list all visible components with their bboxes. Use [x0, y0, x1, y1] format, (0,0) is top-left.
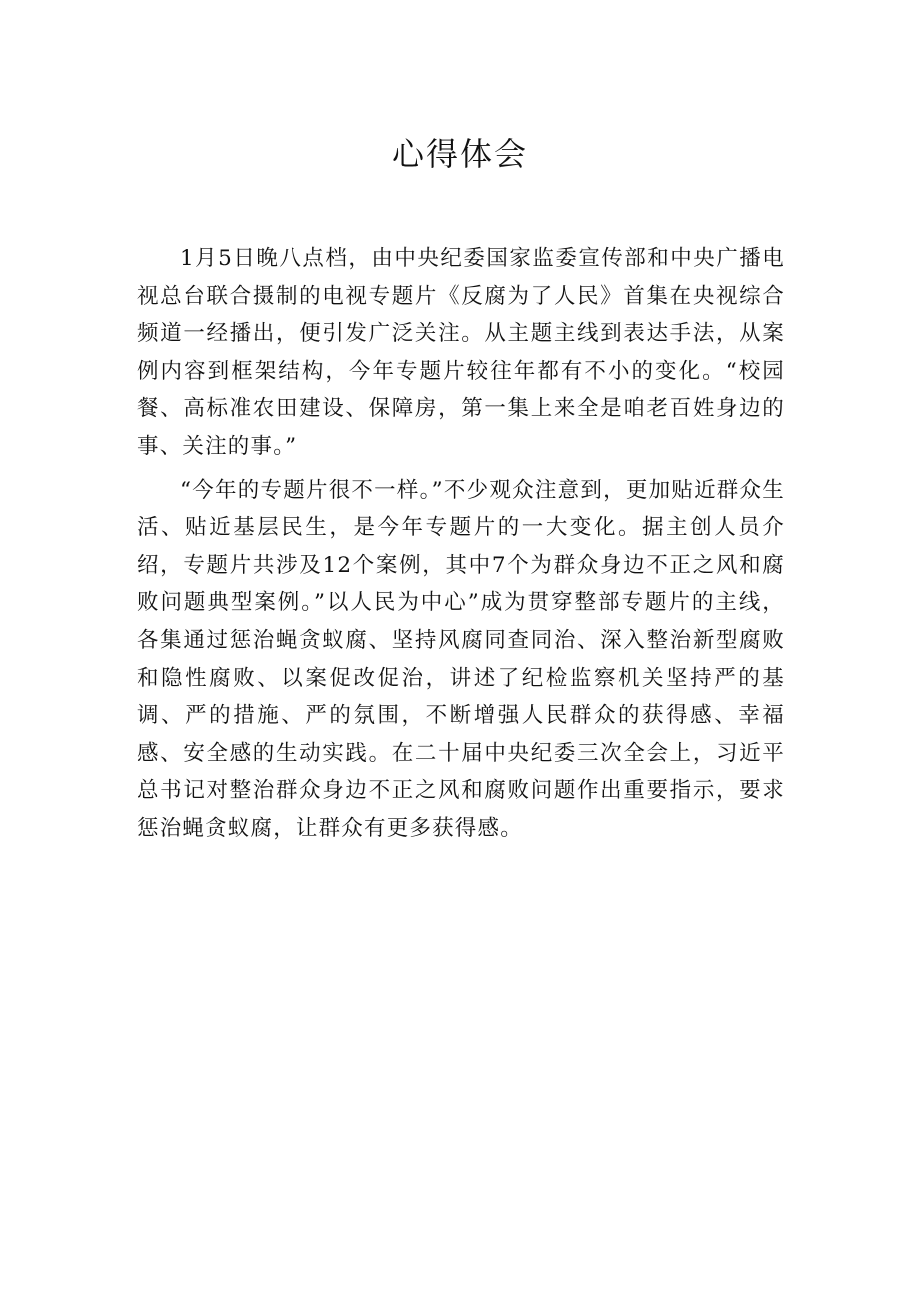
paragraph-1: 1月5日晚八点档，由中央纪委国家监委宣传部和中央广播电视总台联合摄制的电视专题片《反腐为了人民》首集在央视综合频道一经播出，便引发广泛关注。从主题主线到表达手法，从案例内容到框架结构，今年专题片较往年都有不小的变化。“校园餐、高标准农田建设、保障房，第一集上来全是咱老百姓身边的事、关注的事。”: [137, 246, 785, 459]
document-body: [137, 240, 785, 854]
page-title: 心得体会: [391, 135, 528, 173]
paragraph-2: “今年的专题片很不一样。”不少观众注意到，更加贴近群众生活、贴近基层民生，是今年专题片的一大变化。据主创人员介绍，专题片共涉及12个案例，其中7个为群众身边不正之风和腐败问题典型案例。”以人民为中心”成为贯穿整部专题片的主线，各集通过惩治蝇贪蚁腐、坚持风腐同查同治、深入整治新型腐败和隐性腐败、以案促改促治，讲述了纪检监察机关坚持严的基调、严的措施、严的氛围，不断增强人民群众的获得感、幸福感、安全感的生动实践。在二十届中央纪委三次全会上，习近平总书记对整治群众身边不正之风和腐败问题作出重要指示，要求惩治蝇贪蚁腐，让群众有更多获得感。: [137, 477, 785, 841]
